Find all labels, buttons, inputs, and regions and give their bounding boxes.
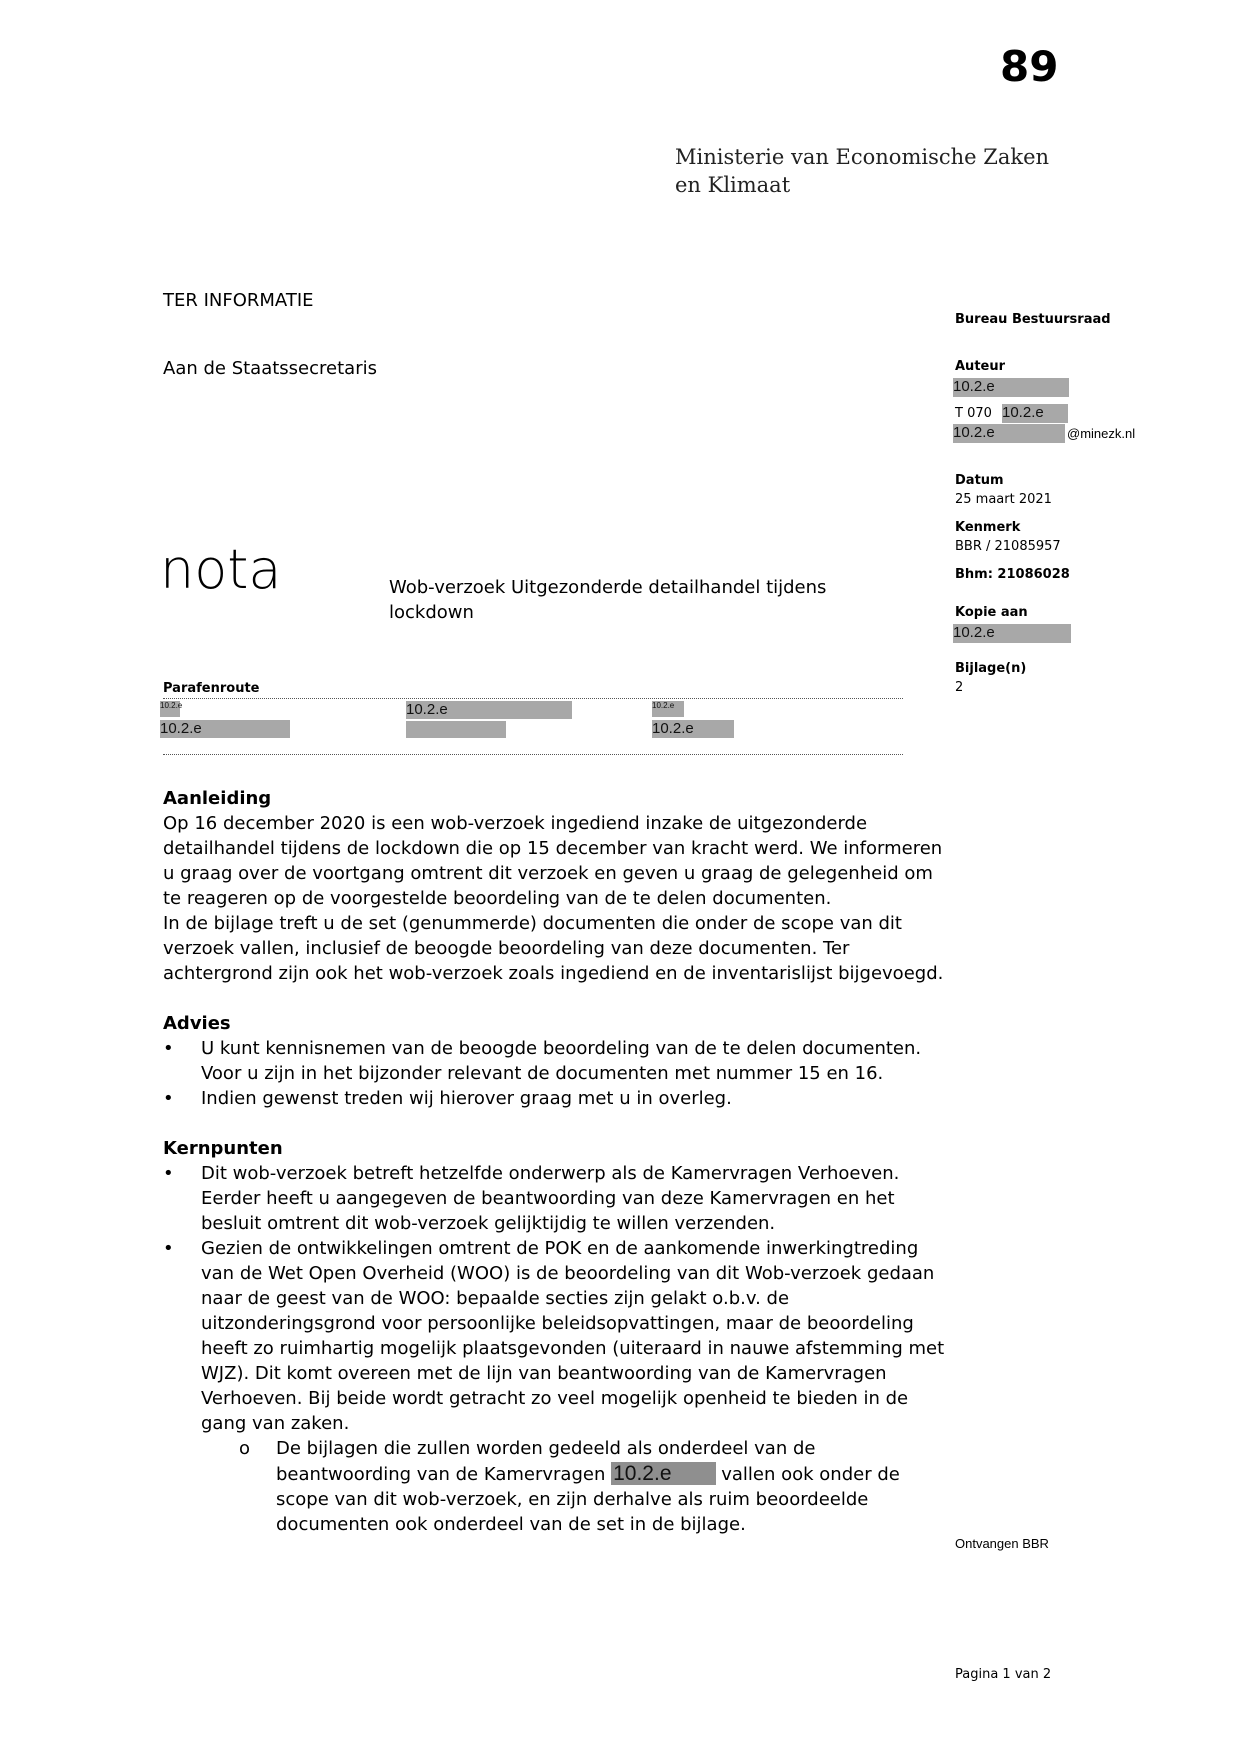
datum-value: 25 maart 2021 <box>955 492 1052 507</box>
redaction-block: 10.2.e <box>953 624 1071 643</box>
subject: Wob-verzoek Uitgezonderde detailhandel tijdens lockdown <box>389 577 827 623</box>
ter-informatie: TER INFORMATIE <box>163 290 314 311</box>
ministry-name-line1: Ministerie van Economische Zaken <box>675 145 1050 169</box>
redaction-block: 10.2.e <box>652 701 684 717</box>
addressee: Aan de Staatssecretaris <box>163 358 377 379</box>
bhm-number: Bhm: 21086028 <box>955 567 1070 582</box>
subitem-text-before: De bijlagen die zullen worden gedeeld als onderdeel van de beantwoording van de Kamervragen <box>276 1438 816 1485</box>
advies-item-2: • Indien gewenst treden wij hierover graag met u in overleg. <box>163 1086 953 1111</box>
redaction-block: 10.2.e <box>652 720 734 738</box>
doc-type-title: nota <box>160 538 282 601</box>
auteur-label: Auteur <box>955 359 1006 374</box>
kernpunten-item-1: • Dit wob-verzoek betreft hetzelfde onderwerp als de Kamervragen Verhoeven. Eerder heeft u aangegeven de beantwoording van deze Kamervragen en het besluit omtrent dit wob-verzoek gelijktijdig te willen verzenden. <box>163 1161 953 1236</box>
redaction-block: 10.2.e <box>160 701 180 717</box>
department: Bureau Bestuursraad <box>955 312 1111 327</box>
redaction-block: 10.2.e <box>1002 404 1068 423</box>
redaction-block: 10.2.e <box>953 424 1065 443</box>
advies-item-1: • U kunt kennisnemen van de beoogde beoordeling van de te delen documenten. Voor u zijn in het bijzonder relevant de documenten met nummer 15 en 16. <box>163 1036 953 1086</box>
parafenroute-label: Parafenroute <box>163 681 260 696</box>
divider <box>163 698 903 699</box>
kenmerk-value: BBR / 21085957 <box>955 539 1061 554</box>
kernpunten-item-2: • Gezien de ontwikkelingen omtrent de POK en de aankomende inwerkingtreding van de Wet Open Overheid (WOO) is de beoordeling van dit Wob-verzoek gedaan naar de geest van de WOO: bepaalde secties zijn gelakt o.b.v. de uitzonderingsgrond voor persoonlijke beleidsopvattingen, maar de beoordeling heeft zo ruimhartig mogelijk plaatsgevonden (uiteraard in nauwe afstemming met WJZ). Dit komt overeen met de lijn van beantwoording van de Kamervragen Verhoeven. Bij beide wordt getracht zo veel mogelijk openheid te bieden in de gang van zaken. <box>163 1236 953 1436</box>
kernpunten-subitem <box>163 1436 953 1537</box>
ministry-logo <box>675 143 1049 199</box>
divider <box>163 754 903 755</box>
ministry-name-line2: en Klimaat <box>675 173 791 197</box>
page-number: 89 <box>1000 42 1059 91</box>
page-footer: Pagina 1 van 2 <box>955 1667 1052 1682</box>
advies-heading: Advies <box>163 1013 231 1034</box>
aanleiding-heading: Aanleiding <box>163 788 272 809</box>
bijlage-label: Bijlage(n) <box>955 661 1027 676</box>
kenmerk-label: Kenmerk <box>955 520 1021 535</box>
aanleiding-paragraph-2: In de bijlage treft u de set (genummerde) documenten die onder de scope van dit verzoek vallen, inclusief de beoogde beoordeling van deze documenten. Ter achtergrond zijn ook het wob-verzoek zoals ingediend en de inventarislijst bijgevoegd. <box>163 913 944 984</box>
bijlage-value: 2 <box>955 680 964 695</box>
kopie-label: Kopie aan <box>955 605 1028 620</box>
kernpunten-heading: Kernpunten <box>163 1138 283 1159</box>
phone-prefix: T 070 <box>955 406 992 421</box>
redaction-block: 10.2.e <box>160 720 290 738</box>
redaction-block: 10.2.e <box>406 701 572 719</box>
body-text <box>163 786 953 1537</box>
received-stamp: Ontvangen BBR <box>955 1536 1049 1551</box>
aanleiding-paragraph-1: Op 16 december 2020 is een wob-verzoek ingediend inzake de uitgezonderde detailhandel tijdens de lockdown die op 15 december van kracht werd. We informeren u graag over de voortgang omtrent dit verzoek en geven u graag de gelegenheid om te reageren op de voorgestelde beoordeling van de te delen documenten. <box>163 813 943 909</box>
redaction-block: 10.2.e <box>953 378 1069 397</box>
email-suffix: @minezk.nl <box>1067 426 1136 441</box>
subitem-text-after: vallen ook onder de scope van dit wob-verzoek, en zijn derhalve als ruim beoordeelde documenten ook onderdeel van de set in de bijlage. <box>276 1464 900 1535</box>
redaction-block <box>406 721 506 738</box>
redaction-block: 10.2.e <box>611 1462 715 1485</box>
datum-label: Datum <box>955 473 1004 488</box>
